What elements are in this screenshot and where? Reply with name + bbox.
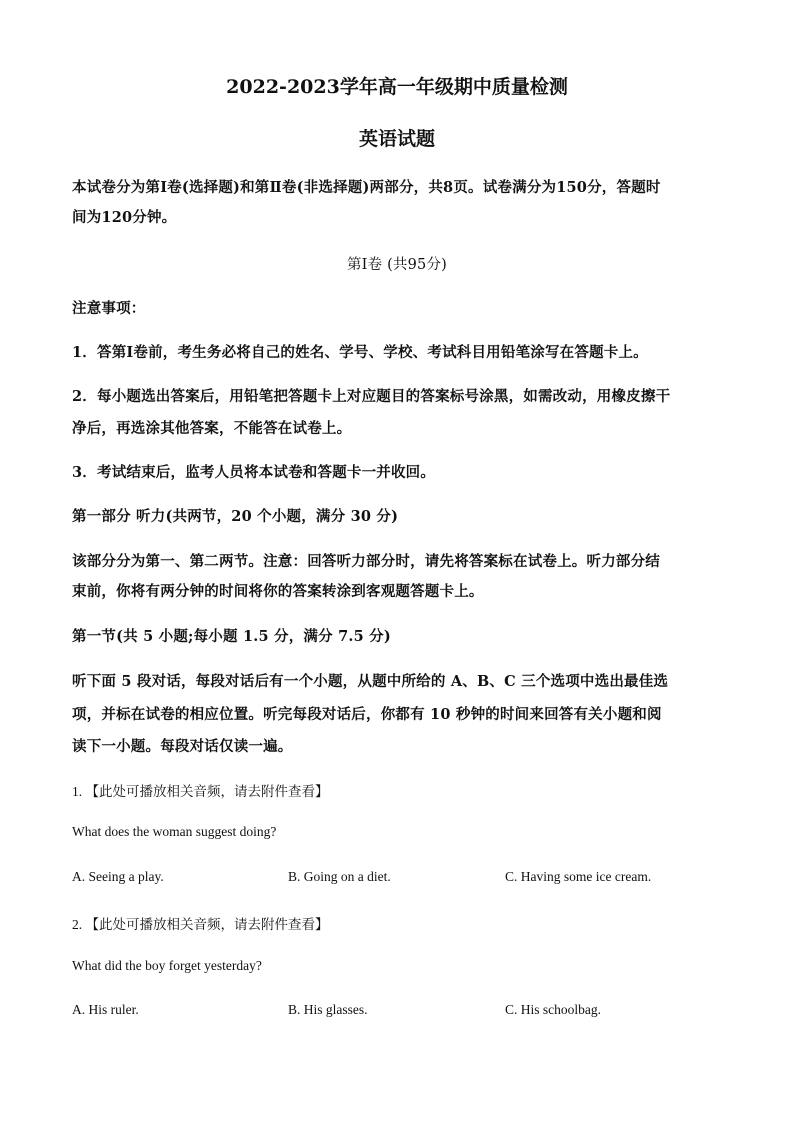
question-2-option-c: C. His schoolbag.: [505, 1002, 601, 1017]
question-1-option-a: A. Seeing a play.: [72, 869, 164, 884]
volume-heading: 第Ⅰ卷 (共95分): [346, 257, 448, 273]
part1-desc-line-1: 该部分分为第一、第二两节。注意：回答听力部分时，请先将答案标在试卷上。听力部分结: [72, 553, 660, 570]
question-2-audio-prompt: 2. 【此处可播放相关音频，请去附件查看】: [72, 917, 329, 932]
exam-title: 2022-2023学年高一年级期中质量检测: [226, 76, 568, 98]
notice-item-2-line-2: 净后，再选涂其他答案，不能答在试卷上。: [72, 420, 352, 437]
section1-desc-line-2: 项，并标在试卷的相应位置。听完每段对话后，你都有 10 秒钟的时间来回答有关小题和阅: [72, 706, 662, 723]
question-1-text: What does the woman suggest doing?: [72, 824, 277, 839]
section1-heading: 第一节(共 5 小题;每小题 1.5 分，满分 7.5 分): [72, 628, 391, 645]
question-2-text: What did the boy forget yesterday?: [72, 958, 262, 973]
intro-line-2: 间为120分钟。: [72, 209, 177, 226]
question-1-option-b: B. Going on a diet.: [288, 869, 391, 884]
question-2-option-a: A. His ruler.: [72, 1002, 139, 1017]
question-2-option-b: B. His glasses.: [288, 1002, 368, 1017]
exam-subtitle: 英语试题: [358, 128, 435, 150]
notice-item-1: 1．答第Ⅰ卷前，考生务必将自己的姓名、学号、学校、考试科目用铅笔涂写在答题卡上。: [72, 344, 648, 361]
section1-desc-line-3: 读下一小题。每段对话仅读一遍。: [72, 738, 293, 755]
section1-desc-line-1: 听下面 5 段对话，每段对话后有一个小题，从题中所给的 A、B、C 三个选项中选出最佳选: [72, 673, 669, 690]
part1-desc-line-2: 束前，你将有两分钟的时间将你的答案转涂到客观题答题卡上。: [72, 583, 484, 600]
notice-heading: 注意事项：: [72, 300, 146, 317]
notice-item-2-line-1: 2．每小题选出答案后，用铅笔把答题卡上对应题目的答案标号涂黑，如需改动，用橡皮擦干: [72, 388, 671, 405]
part1-heading: 第一部分 听力(共两节，20 个小题，满分 30 分): [72, 508, 399, 525]
notice-item-3: 3．考试结束后，监考人员将本试卷和答题卡一并收回。: [72, 464, 436, 481]
intro-line-1: 本试卷分为第Ⅰ卷(选择题)和第Ⅱ卷(非选择题)两部分，共8页。试卷满分为150分，答题时: [72, 179, 661, 196]
question-1-audio-prompt: 1. 【此处可播放相关音频，请去附件查看】: [72, 784, 329, 799]
question-1-option-c: C. Having some ice cream.: [505, 869, 652, 884]
